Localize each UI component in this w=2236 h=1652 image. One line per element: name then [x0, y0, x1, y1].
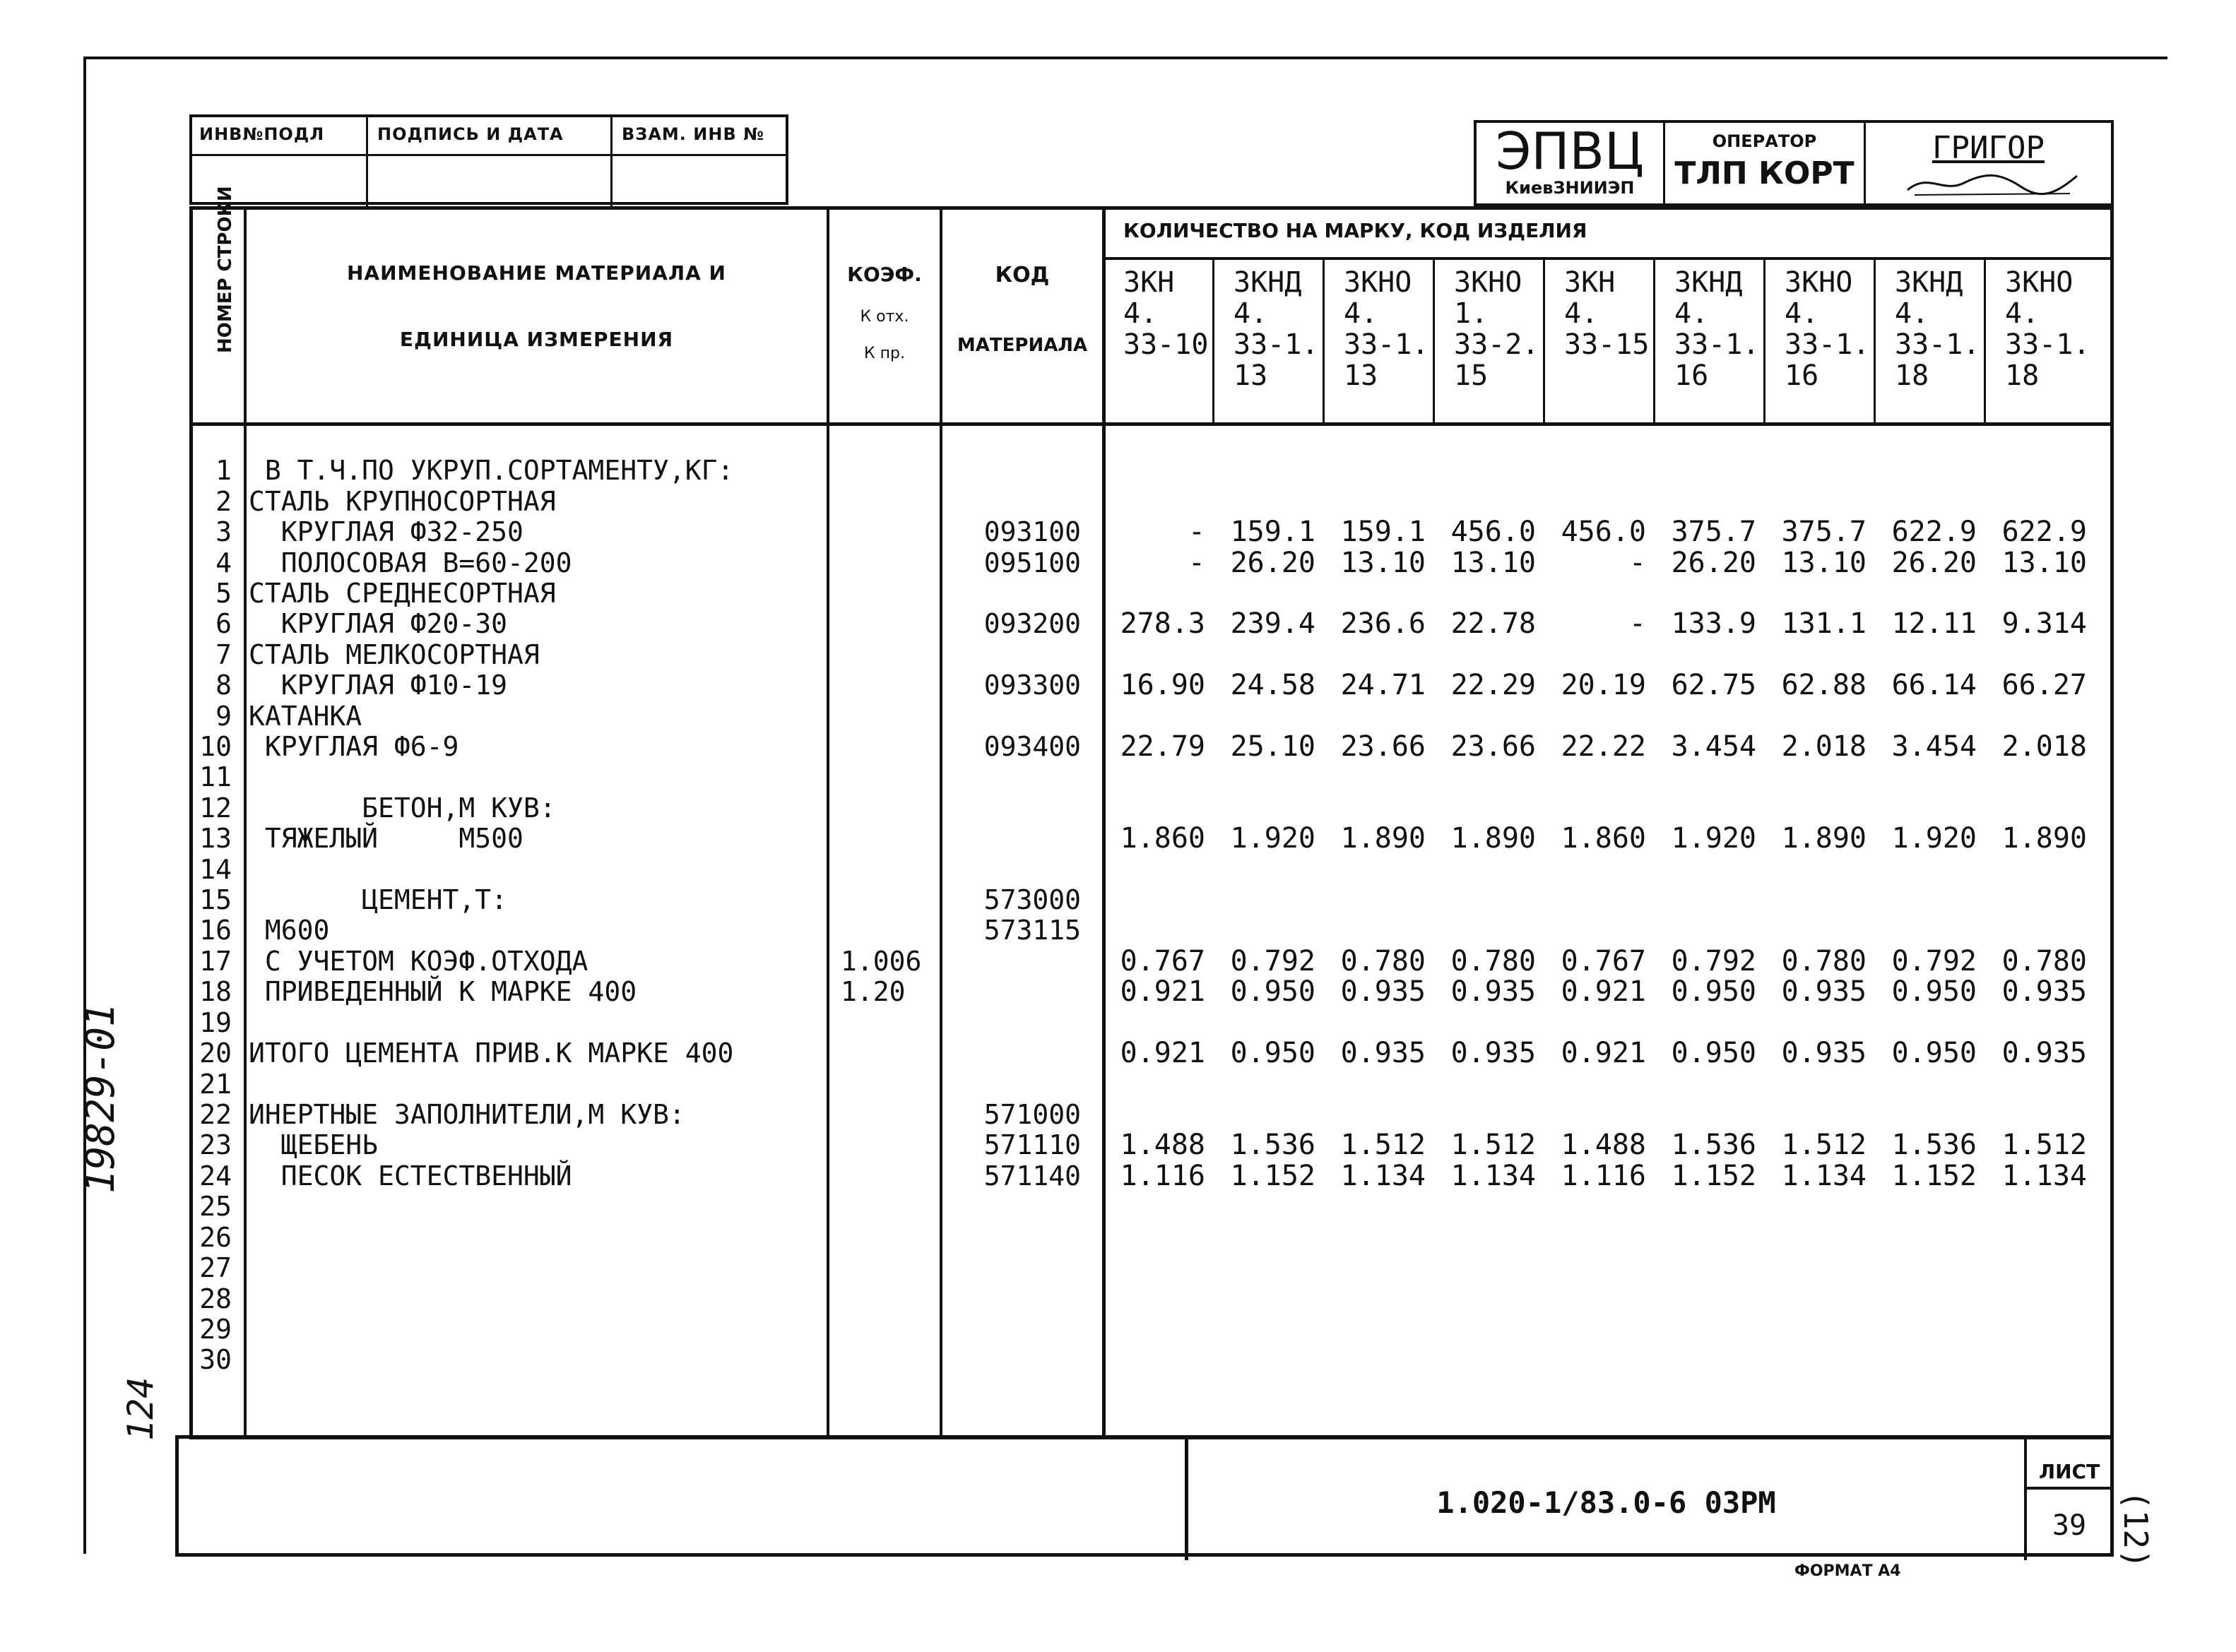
quantity-cell: 0.950 [1891, 975, 1977, 1008]
coefficient: 1.20 [841, 976, 906, 1007]
quantity-cell: 1.512 [1340, 1129, 1426, 1161]
quantity-cell: 1.536 [1671, 1129, 1756, 1161]
quantity-cell: 1.134 [2001, 1160, 2087, 1192]
quantity-cell: 0.935 [1450, 975, 1536, 1008]
quantity-cell: 278.3 [1120, 607, 1205, 640]
quantity-cell: 9.314 [2001, 607, 2087, 640]
product-code-header: ЗКНД 4. 33-1. 13 [1234, 266, 1319, 392]
row-number: 3 [215, 516, 232, 547]
quantity-cell: 24.71 [1340, 669, 1426, 701]
product-code-header: ЗКН 4. 33-10 [1123, 266, 1209, 361]
row-number: 4 [215, 547, 232, 578]
org-stamp [1474, 120, 2114, 206]
quantity-cell: 0.935 [1450, 1037, 1536, 1069]
quantity-cell: 0.780 [1781, 945, 1867, 977]
quantity-cell: 133.9 [1671, 607, 1756, 640]
row-number: 8 [215, 670, 232, 701]
quantity-cell: 0.780 [1340, 945, 1426, 977]
product-code-header: ЗКНО 4. 33-1. 18 [2005, 266, 2090, 392]
row-number: 11 [199, 761, 232, 792]
quantity-cell: 159.1 [1340, 516, 1426, 548]
quantity-cell: 0.792 [1891, 945, 1977, 977]
quantity-cell: 13.10 [2001, 547, 2087, 579]
quantity-cell: 1.134 [1450, 1160, 1536, 1192]
material-name: СТАЛЬ СРЕДНЕСОРТНАЯ [249, 578, 556, 609]
row-number: 6 [215, 608, 232, 639]
quantity-cell: 0.780 [1450, 945, 1536, 977]
quantity-cell: 239.4 [1230, 607, 1315, 640]
quantity-cell: 622.9 [1891, 516, 1977, 548]
product-code-header: ЗКН 4. 33-15 [1564, 266, 1650, 361]
row-number: 19 [199, 1007, 232, 1038]
material-name: КРУГЛАЯ Ф6-9 [249, 731, 459, 762]
quantity-cell: 159.1 [1230, 516, 1315, 548]
col-sep-koef [940, 206, 942, 1439]
margin-right-mark: (12) [2117, 1490, 2155, 1569]
row-number: 27 [199, 1252, 232, 1283]
quantity-cell: 1.920 [1671, 822, 1756, 855]
quantity-cell: 1.512 [1781, 1129, 1867, 1161]
header-koef-1: КОЭФ. [847, 263, 922, 286]
operator-value: ТЛП КОРТ [1674, 155, 1855, 191]
quantity-cell: 1.152 [1891, 1160, 1977, 1192]
row-number: 16 [199, 915, 232, 946]
quantity-cell: 1.134 [1340, 1160, 1426, 1192]
quantity-cell: 13.10 [1781, 547, 1867, 579]
quantity-cell: - [1628, 607, 1646, 640]
qty-col-sep-4 [1543, 257, 1545, 424]
product-code-header: ЗКНО 1. 33-2. 15 [1454, 266, 1539, 392]
material-code: 571110 [983, 1129, 1081, 1160]
row-number: 30 [199, 1344, 232, 1375]
material-code: 571140 [983, 1160, 1081, 1192]
material-code: 093200 [983, 608, 1081, 639]
material-name: ТЯЖЕЛЫЙ М500 [249, 823, 523, 854]
quantity-cell: 1.512 [2001, 1129, 2087, 1161]
material-name: ЩЕБЕНЬ [249, 1129, 379, 1160]
product-code-header: ЗКНО 4. 33-1. 16 [1785, 266, 1870, 392]
qty-col-sep-2 [1323, 257, 1325, 424]
quantity-cell: 0.792 [1671, 945, 1756, 977]
quantity-cell: 2.018 [1781, 730, 1867, 763]
signature-mark [1900, 165, 2084, 201]
quantity-cell: 0.950 [1230, 975, 1315, 1008]
header-row-number: НОМЕР СТРОКИ [215, 186, 236, 353]
material-name: ПОЛОСОВАЯ В=60-200 [249, 547, 572, 578]
qty-col-sep-5 [1653, 257, 1655, 424]
format-label: ФОРМАТ А4 [1794, 1562, 1901, 1580]
row-number: 24 [199, 1160, 232, 1192]
material-code: 573115 [983, 915, 1081, 946]
material-name: СТАЛЬ МЕЛКОСОРТНАЯ [249, 639, 540, 670]
quantity-cell: 0.921 [1561, 1037, 1646, 1069]
material-name: ИТОГО ЦЕМЕНТА ПРИВ.К МАРКЕ 400 [249, 1038, 734, 1069]
row-number: 2 [215, 486, 232, 517]
quantity-cell: 24.58 [1230, 669, 1315, 701]
material-name: ПЕСОК ЕСТЕСТВЕННЫЙ [249, 1160, 572, 1192]
quantity-cell: 1.488 [1120, 1129, 1205, 1161]
quantity-cell: 0.950 [1230, 1037, 1315, 1069]
quantity-cell: 0.767 [1561, 945, 1646, 977]
quantity-cell: 1.890 [1340, 822, 1426, 855]
quantity-cell: 12.11 [1891, 607, 1977, 640]
stamp-podpis-data: ПОДПИСЬ И ДАТА [377, 124, 564, 144]
material-code: 093100 [983, 516, 1081, 547]
quantity-cell: 375.7 [1671, 516, 1756, 548]
material-code: 095100 [983, 547, 1081, 578]
quantity-cell: 2.018 [2001, 730, 2087, 763]
signer-name: ГРИГОР [1932, 130, 2045, 166]
quantity-cell: 23.66 [1450, 730, 1536, 763]
quantity-cell: 0.767 [1120, 945, 1205, 977]
frame-left-line [83, 57, 86, 1554]
col-sep-name [827, 206, 829, 1439]
material-name: КРУГЛАЯ Ф32-250 [249, 516, 523, 547]
quantity-cell: 13.10 [1340, 547, 1426, 579]
quantity-cell: 0.921 [1120, 975, 1205, 1008]
quantity-cell: 25.10 [1230, 730, 1315, 763]
archive-stamp [189, 114, 788, 205]
quantity-cell: 0.935 [1781, 975, 1867, 1008]
stamp-vzam-inv: ВЗАМ. ИНВ № [622, 124, 764, 144]
quantity-cell: 66.14 [1891, 669, 1977, 701]
quantity-cell: - [1188, 547, 1205, 579]
qty-col-sep-3 [1433, 257, 1435, 424]
row-number: 7 [215, 639, 232, 670]
quantity-cell: 26.20 [1230, 547, 1315, 579]
quantity-cell: 26.20 [1671, 547, 1756, 579]
sheet-label: ЛИСТ [2038, 1460, 2100, 1483]
quantity-cell: 0.780 [2001, 945, 2087, 977]
header-koef-3: К пр. [864, 345, 905, 362]
stamp-inv-no-podl: ИНВ№ПОДЛ [199, 124, 325, 144]
quantity-cell: 23.66 [1340, 730, 1426, 763]
quantity-cell: 1.920 [1891, 822, 1977, 855]
quantity-cell: 1.890 [1450, 822, 1536, 855]
quantity-cell: 0.921 [1561, 975, 1646, 1008]
quantity-cell: 0.950 [1891, 1037, 1977, 1069]
row-number: 14 [199, 854, 232, 885]
quantity-cell: 1.890 [1781, 822, 1867, 855]
material-name: С УЧЕТОМ КОЭФ.ОТХОДА [249, 946, 588, 977]
quantity-cell: 1.152 [1230, 1160, 1315, 1192]
material-name: БЕТОН,М КУВ: [249, 792, 556, 824]
quantity-cell: 456.0 [1561, 516, 1646, 548]
quantity-cell: 1.488 [1561, 1129, 1646, 1161]
operator-label: ОПЕРАТОР [1712, 131, 1817, 151]
coefficient: 1.006 [841, 946, 922, 977]
header-koef-2: К отх. [860, 308, 909, 326]
quantity-cell: 1.860 [1120, 822, 1205, 855]
row-number: 22 [199, 1099, 232, 1130]
qty-header-divider [1102, 257, 2114, 260]
quantity-cell: 1.536 [1230, 1129, 1315, 1161]
row-number: 15 [199, 884, 232, 915]
material-name: ПРИВЕДЕННЫЙ К МАРКЕ 400 [249, 976, 637, 1007]
quantity-cell: 22.29 [1450, 669, 1536, 701]
header-qty: КОЛИЧЕСТВО НА МАРКУ, КОД ИЗДЕЛИЯ [1123, 219, 1587, 242]
quantity-cell: 22.79 [1120, 730, 1205, 763]
quantity-cell: 62.75 [1671, 669, 1756, 701]
title-block [175, 1435, 2114, 1557]
quantity-cell: 1.536 [1891, 1129, 1977, 1161]
material-name: ЦЕМЕНТ,Т: [249, 884, 508, 915]
quantity-cell: 13.10 [1450, 547, 1536, 579]
row-number: 23 [199, 1129, 232, 1160]
quantity-cell: 0.921 [1120, 1037, 1205, 1069]
qty-col-sep-1 [1212, 257, 1214, 424]
quantity-cell: 0.935 [2001, 975, 2087, 1008]
qty-col-sep-7 [1874, 257, 1876, 424]
material-name: М600 [249, 915, 330, 946]
margin-inventory-number: 19829-01 [78, 1003, 124, 1194]
material-name: ИНЕРТНЫЕ ЗАПОЛНИТЕЛИ,М КУВ: [249, 1099, 685, 1130]
quantity-cell: 62.88 [1781, 669, 1867, 701]
row-number: 5 [215, 578, 232, 609]
quantity-cell: 22.22 [1561, 730, 1646, 763]
quantity-cell: 1.116 [1561, 1160, 1646, 1192]
quantity-cell: 22.78 [1450, 607, 1536, 640]
material-code: 093400 [983, 731, 1081, 762]
col-sep-rownum [244, 206, 247, 1439]
quantity-cell: 0.935 [1340, 975, 1426, 1008]
quantity-cell: 1.860 [1561, 822, 1646, 855]
header-name-line1: НАИМЕНОВАНИЕ МАТЕРИАЛА И [346, 261, 726, 285]
quantity-cell: 622.9 [2001, 516, 2087, 548]
row-number: 9 [215, 701, 232, 732]
material-name: КРУГЛАЯ Ф10-19 [249, 670, 508, 701]
quantity-cell: 26.20 [1891, 547, 1977, 579]
material-name: КАТАНКА [249, 701, 362, 732]
quantity-cell: 1.512 [1450, 1129, 1536, 1161]
document-code: 1.020-1/83.0-6 03РМ [1436, 1485, 1776, 1520]
sheet-number: 39 [2052, 1509, 2087, 1542]
quantity-cell: 1.152 [1671, 1160, 1756, 1192]
quantity-cell: 131.1 [1781, 607, 1867, 640]
qty-col-sep-8 [1984, 257, 1986, 424]
row-number: 26 [199, 1222, 232, 1253]
quantity-cell: 0.935 [1340, 1037, 1426, 1069]
org-name: ЭПВЦ [1496, 121, 1644, 181]
header-name-line2: ЕДИНИЦА ИЗМЕРЕНИЯ [399, 328, 674, 351]
quantity-cell: 236.6 [1340, 607, 1426, 640]
header-code-1: КОД [995, 263, 1050, 287]
quantity-cell: 3.454 [1671, 730, 1756, 763]
material-name: СТАЛЬ КРУПНОСОРТНАЯ [249, 486, 556, 517]
quantity-cell: 375.7 [1781, 516, 1867, 548]
row-number: 1 [215, 455, 232, 486]
frame-top-line [83, 57, 2167, 59]
quantity-cell: 456.0 [1450, 516, 1536, 548]
quantity-cell: - [1628, 547, 1646, 579]
row-number: 17 [199, 946, 232, 977]
quantity-cell: 1.890 [2001, 822, 2087, 855]
quantity-cell: 3.454 [1891, 730, 1977, 763]
row-number: 29 [199, 1314, 232, 1345]
product-code-header: ЗКНД 4. 33-1. 16 [1674, 266, 1760, 392]
material-code: 573000 [983, 884, 1081, 915]
material-name: КРУГЛАЯ Ф20-30 [249, 608, 508, 639]
quantity-cell: 0.950 [1671, 975, 1756, 1008]
quantity-cell: 1.920 [1230, 822, 1315, 855]
quantity-cell: 0.935 [1781, 1037, 1867, 1069]
quantity-cell: 0.792 [1230, 945, 1315, 977]
quantity-cell: 1.134 [1781, 1160, 1867, 1192]
quantity-cell: - [1188, 516, 1205, 548]
material-code: 571000 [983, 1099, 1081, 1130]
row-number: 12 [199, 792, 232, 824]
row-number: 20 [199, 1038, 232, 1069]
row-number: 10 [199, 731, 232, 762]
row-number: 21 [199, 1069, 232, 1100]
quantity-cell: 1.116 [1120, 1160, 1205, 1192]
margin-page-number: 124 [120, 1377, 161, 1441]
qty-col-sep-6 [1763, 257, 1765, 424]
row-number: 13 [199, 823, 232, 854]
row-number: 28 [199, 1283, 232, 1314]
quantity-cell: 16.90 [1120, 669, 1205, 701]
product-code-header: ЗКНД 4. 33-1. 18 [1895, 266, 1980, 392]
quantity-cell: 20.19 [1561, 669, 1646, 701]
org-subname: КиевЗНИИЭП [1505, 178, 1635, 198]
quantity-cell: 0.950 [1671, 1037, 1756, 1069]
material-code: 093300 [983, 670, 1081, 701]
row-number: 18 [199, 976, 232, 1007]
row-number: 25 [199, 1191, 232, 1222]
header-code-2: МАТЕРИАЛА [957, 335, 1088, 356]
material-name: В Т.Ч.ПО УКРУП.СОРТАМЕНТУ,КГ: [249, 455, 734, 486]
product-code-header: ЗКНО 4. 33-1. 13 [1344, 266, 1429, 392]
quantity-cell: 66.27 [2001, 669, 2087, 701]
quantity-cell: 0.935 [2001, 1037, 2087, 1069]
header-divider [189, 422, 2114, 426]
